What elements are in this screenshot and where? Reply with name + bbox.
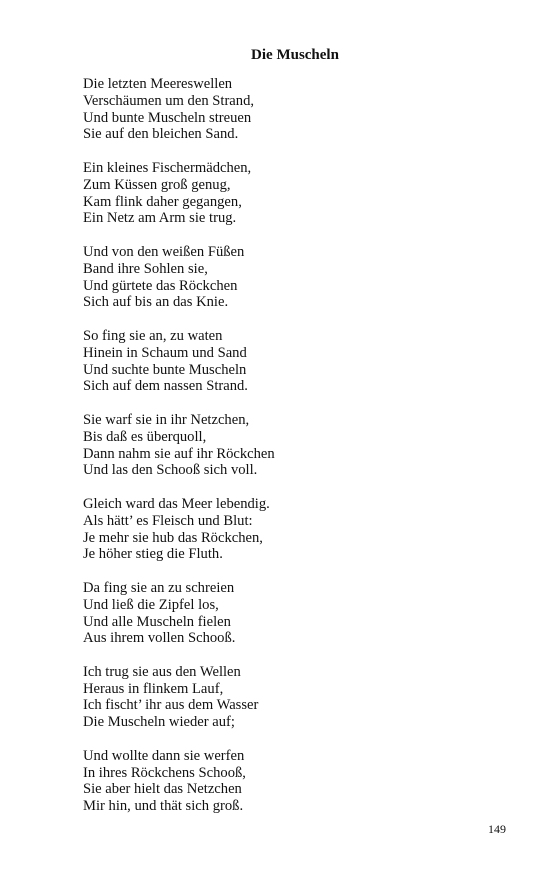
poem-line: Ein Netz am Arm sie trug.: [83, 210, 237, 227]
poem-line: Und bunte Muscheln streuen: [83, 109, 252, 126]
poem-line: Ich fischt’ ihr aus dem Wasser: [83, 697, 259, 714]
stanza: [83, 580, 503, 647]
poem-line: Dann nahm sie auf ihr Röckchen: [83, 445, 275, 462]
poem-line: Und alle Muscheln fielen: [83, 613, 231, 630]
page-number: 149: [488, 822, 506, 836]
poem-line: Sich auf bis an das Knie.: [83, 294, 229, 311]
stanza: [83, 664, 503, 731]
poem-line: Gleich ward das Meer lebendig.: [83, 495, 270, 512]
poem-line: Je mehr sie hub das Röckchen,: [83, 529, 263, 546]
poem-line: Je höher stieg die Fluth.: [83, 546, 223, 563]
stanza: [83, 328, 503, 395]
poem: [83, 76, 503, 832]
poem-line: Bis daß es überquoll,: [83, 428, 207, 445]
poem-line: Und von den weißen Füßen: [83, 243, 245, 260]
page-title: Die Muscheln: [251, 47, 339, 63]
stanza: [83, 412, 503, 479]
poem-line: Kam flink daher gegangen,: [83, 193, 242, 210]
poem-line: Sie aber hielt das Netzchen: [83, 781, 242, 798]
poem-line: Sich auf dem nassen Strand.: [83, 378, 248, 395]
poem-line: Da fing sie an zu schreien: [83, 579, 235, 596]
poem-line: Zum Küssen groß genug,: [83, 176, 231, 193]
poem-line: Mir hin, und thät sich groß.: [83, 798, 244, 815]
poem-line: Sie auf den bleichen Sand.: [83, 126, 239, 143]
poem-line: So fing sie an, zu waten: [83, 327, 223, 344]
poem-line: Die Muscheln wieder auf;: [83, 714, 235, 731]
poem-line: Ich trug sie aus den Wellen: [83, 663, 241, 680]
poem-line: Ein kleines Fischermädchen,: [83, 159, 252, 176]
stanza: [83, 76, 503, 143]
poem-line: Band ihre Sohlen sie,: [83, 260, 208, 277]
stanza: [83, 160, 503, 227]
poem-line: In ihres Röckchens Schooß,: [83, 764, 246, 781]
poem-line: Heraus in flinkem Lauf,: [83, 680, 224, 697]
poem-line: Und wollte dann sie werfen: [83, 747, 245, 764]
stanza: [83, 748, 503, 815]
stanza: [83, 496, 503, 563]
stanza: [83, 244, 503, 311]
poem-line: Und gürtete das Röckchen: [83, 277, 238, 294]
poem-line: Als hätt’ es Fleisch und Blut:: [83, 512, 253, 529]
poem-line: Aus ihrem vollen Schooß.: [83, 630, 236, 647]
poem-line: Die letzten Meereswellen: [83, 76, 233, 92]
poem-line: Und suchte bunte Muscheln: [83, 361, 247, 378]
poem-line: Und las den Schooß sich voll.: [83, 462, 258, 479]
poem-line: Verschäumen um den Strand,: [83, 92, 255, 109]
poem-line: Und ließ die Zipfel los,: [83, 596, 219, 613]
poem-line: Hinein in Schaum und Sand: [83, 344, 247, 361]
poem-line: Sie warf sie in ihr Netzchen,: [83, 411, 250, 428]
